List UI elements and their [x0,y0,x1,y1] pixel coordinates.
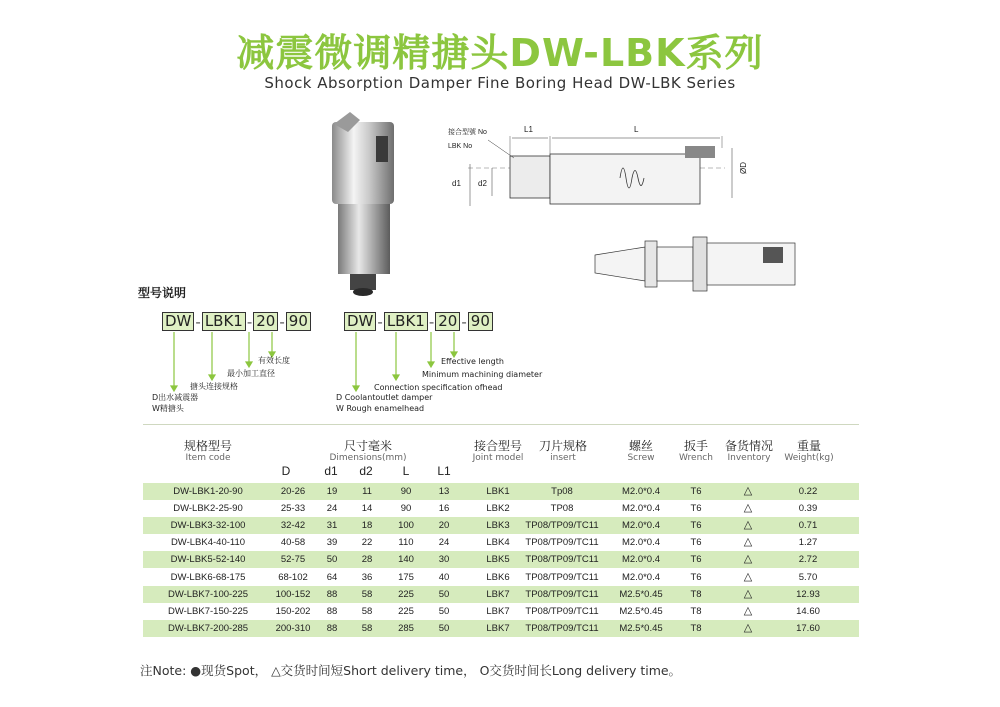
cell-weight: 14.60 [796,605,820,617]
cell-L: 225 [398,588,414,600]
dim-symbol-D: D [281,464,291,478]
cell-L: 175 [398,571,414,583]
cell-L: 90 [400,486,412,497]
cell-wrench: T8 [690,605,702,617]
cell-insert: TP08/TP09/TC11 [525,571,599,583]
cell-joint: LBK7 [486,588,510,600]
cell-insert: TP08/TP09/TC11 [525,554,599,566]
cell-d2: 22 [361,537,373,549]
cell-joint: LBK1 [486,486,510,497]
cell-D: 52-75 [280,554,306,566]
cell-inventory: △ [743,536,753,549]
cell-L1: 50 [438,605,450,617]
cell-wrench: T6 [690,486,702,497]
cell-L1: 24 [438,537,450,549]
cell-D: 68-102 [278,571,308,583]
spec-table [143,424,859,642]
dim-symbol-d2: d2 [359,464,373,478]
code-part: DW [344,312,376,331]
dim-l-label: L [634,125,639,134]
code-part: DW [162,312,194,331]
cell-inventory: △ [743,553,753,566]
cell-wrench: T6 [690,571,702,583]
cell-code: DW-LBK7-100-225 [167,588,249,600]
table-row [143,500,859,517]
cell-insert: TP08/TP09/TC11 [525,605,599,617]
cell-inventory: △ [743,604,753,617]
code-label: Connection specification ofhead [374,383,503,392]
cell-wrench: T6 [690,520,702,532]
table-row [143,551,859,568]
cell-L: 90 [400,503,412,515]
cell-weight: 0.22 [798,486,818,497]
cell-insert: TP08/TP09/TC11 [525,520,599,532]
header-joint: 接合型号 Joint model [472,439,524,463]
assembly-drawing [585,233,800,295]
table-row [143,586,859,603]
table-row [143,483,859,500]
dim-symbol-L1: L1 [437,464,451,478]
code-label: W精搪头 [152,404,184,413]
cell-L: 110 [398,537,414,549]
code-part: 90 [468,312,493,331]
table-row [143,603,859,620]
cell-L1: 50 [438,622,450,634]
cell-insert: TP08/TP09/TC11 [525,588,599,600]
table-row [143,569,859,586]
cell-inventory: △ [743,485,753,497]
cell-inventory: △ [743,519,753,532]
cell-weight: 2.72 [798,554,818,566]
cell-D: 25-33 [280,503,306,515]
cell-L1: 40 [438,571,450,583]
code-part: 20 [435,312,460,331]
cell-D: 32-42 [280,520,306,532]
cell-d1: 64 [326,571,338,583]
cell-code: DW-LBK7-150-225 [167,605,249,617]
cell-joint: LBK2 [486,503,510,515]
cell-wrench: T8 [690,622,702,634]
model-heading: 型号说明 [138,286,187,300]
table-row [143,534,859,551]
cell-L: 140 [398,554,414,566]
cell-weight: 5.70 [798,571,818,583]
dim-od-label: ØD [739,162,748,174]
cell-code: DW-LBK6-68-175 [170,571,246,583]
cell-wrench: T6 [690,537,702,549]
cell-wrench: T6 [690,554,702,566]
product-photo [320,110,410,300]
code-label: Effective length [441,357,504,366]
cell-inventory: △ [743,570,753,583]
header-dimensions: 尺寸毫米 Dimensions(mm) [329,439,407,463]
cell-code: DW-LBK1-20-90 [173,486,243,497]
table-row [143,517,859,534]
code-label: 最小加工直径 [227,369,275,378]
cell-joint: LBK3 [486,520,510,532]
code-part: LBK1 [384,312,428,331]
cell-D: 20-26 [280,486,306,497]
cell-insert: TP08/TP09/TC11 [525,537,599,549]
cell-insert: Tp08 [551,486,573,497]
code-label: D Coolantoutlet damper [336,393,433,402]
table-row [143,620,859,637]
cell-d1: 19 [326,486,338,497]
cell-wrench: T8 [690,588,702,600]
cell-screw: M2.0*0.4 [621,571,661,583]
cell-screw: M2.0*0.4 [621,554,661,566]
cell-insert: TP08/TP09/TC11 [525,622,599,634]
cell-joint: LBK5 [486,554,510,566]
header-insert: 刀片规格 insert [538,439,587,463]
cell-code: DW-LBK5-52-140 [170,554,246,566]
cell-code: DW-LBK2-25-90 [173,503,243,515]
cell-d2: 18 [361,520,373,532]
cell-d2: 11 [362,486,372,497]
header-item: 规格型号 Item code [183,439,232,463]
cell-joint: LBK6 [486,571,510,583]
cell-d2: 58 [361,622,373,634]
cell-code: DW-LBK4-40-110 [170,537,246,549]
code-label: Minimum machining diameter [422,370,543,379]
cell-L1: 50 [438,588,450,600]
header-inventory: 备货情况 Inventory [724,439,773,463]
cell-L: 100 [398,520,414,532]
cell-inventory: △ [743,587,753,600]
cell-weight: 1.27 [798,537,818,549]
model-code-en: DW - LBK1 - 20 - 90 [344,312,493,331]
cell-screw: M2.5*0.45 [619,622,663,634]
code-label: 搪头连接规格 [190,382,238,391]
cell-screw: M2.0*0.4 [621,537,661,549]
cell-D: 100-152 [275,588,311,600]
cell-D: 150-202 [275,605,311,617]
cell-inventory: △ [743,502,753,515]
code-part: 20 [253,312,278,331]
header-wrench: 扳手 Wrench [679,439,713,463]
cell-d1: 24 [326,503,338,515]
cell-insert: TP08 [550,503,574,515]
model-code-cn: DW - LBK1 - 20 - 90 [162,312,311,331]
cell-screw: M2.0*0.4 [621,520,661,532]
cell-L: 225 [398,605,414,617]
cell-L1: 13 [438,486,450,497]
cell-d1: 39 [326,537,338,549]
cell-joint: LBK4 [486,537,510,549]
code-label: 有效长度 [258,356,290,365]
cell-joint: LBK7 [486,605,510,617]
cell-wrench: T6 [690,503,702,515]
cell-d2: 36 [361,571,373,583]
code-label: D出水减震器 [152,393,199,402]
cell-L: 285 [398,622,414,634]
technical-drawing [440,118,770,228]
cell-d2: 14 [361,503,373,515]
dim-d2-label: d2 [478,179,487,188]
callout-lbk: LBK No [448,143,473,150]
cell-D: 40-58 [280,537,306,549]
dim-symbol-d1: d1 [324,464,338,478]
dim-d1-label: d1 [452,179,461,188]
code-label: W Rough enamelhead [336,404,425,413]
cell-d1: 88 [326,605,338,617]
dim-symbol-L: L [402,464,410,478]
code-part: LBK1 [202,312,246,331]
cell-code: DW-LBK7-200-285 [167,622,249,634]
footnote: 注Note: ●现货Spot， △交货时间短Short delivery time， O交货时间长Long delivery time。 [140,663,682,678]
cell-screw: M2.0*0.4 [621,503,661,515]
code-part: 90 [286,312,311,331]
cell-L1: 30 [438,554,450,566]
page-title: 减震微调精搪头DW-LBK系列 [236,31,764,75]
page-subtitle: Shock Absorption Damper Fine Boring Head DW-LBK Series [264,74,736,92]
callout-joint: 接合型號 No [448,129,487,136]
cell-weight: 17.60 [796,622,820,634]
cell-d2: 28 [361,554,373,566]
cell-inventory: △ [743,621,753,634]
cell-L1: 16 [438,503,450,515]
cell-d2: 58 [361,605,373,617]
cell-L1: 20 [438,520,450,532]
cell-d1: 50 [326,554,338,566]
cell-weight: 0.71 [798,520,818,532]
cell-screw: M2.5*0.45 [619,588,663,600]
header-weight: 重量 Weight(kg) [784,439,834,463]
cell-d1: 31 [326,520,338,532]
dim-l1-label: L1 [524,125,533,134]
cell-joint: LBK7 [486,622,510,634]
cell-code: DW-LBK3-32-100 [170,520,246,532]
cell-screw: M2.0*0.4 [621,486,661,497]
cell-d1: 88 [326,588,338,600]
cell-d1: 88 [326,622,338,634]
cell-weight: 12.93 [796,588,820,600]
header-screw: 螺丝 Screw [627,439,655,463]
cell-d2: 58 [361,588,373,600]
cell-screw: M2.5*0.45 [619,605,663,617]
cell-D: 200-310 [275,622,311,634]
cell-weight: 0.39 [798,503,818,515]
